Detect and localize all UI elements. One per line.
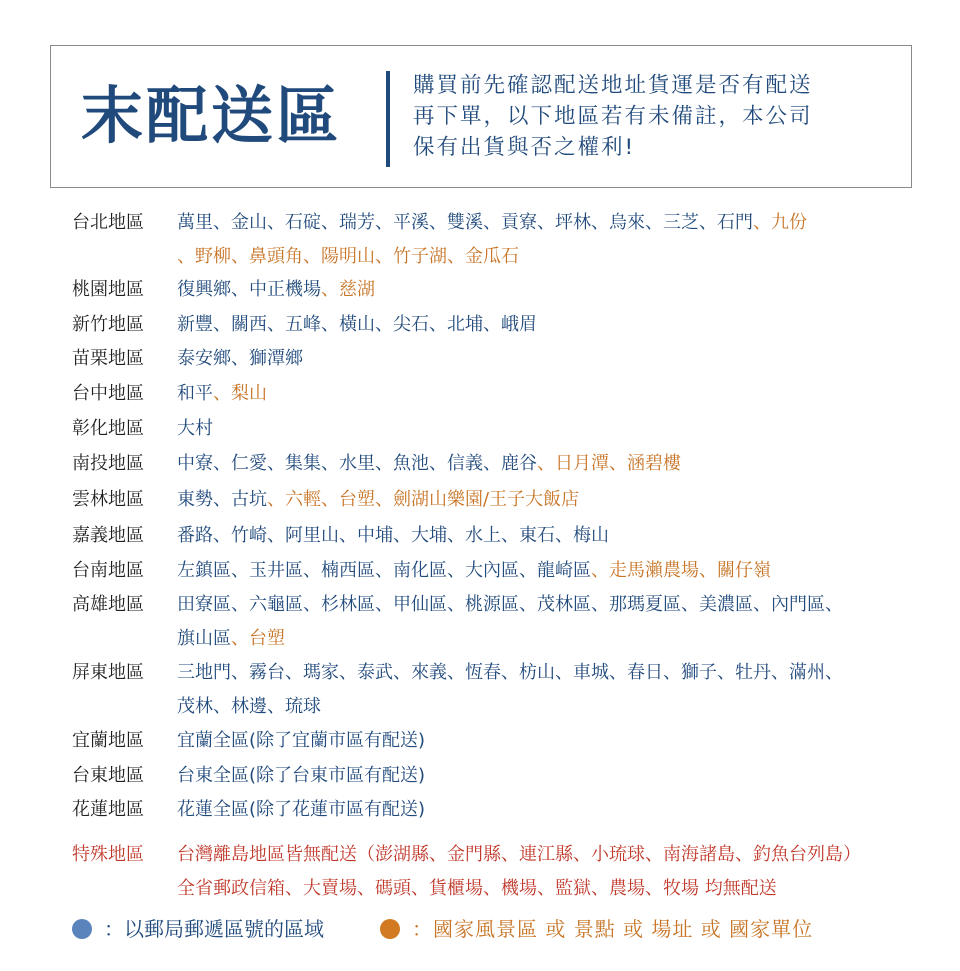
places-blue: 中寮、仁愛、集集、水里、魚池、信義、鹿谷	[177, 453, 537, 474]
region-places	[177, 554, 927, 588]
region-name: 彰化地區	[72, 418, 144, 439]
places-orange: 、野柳、鼻頭角、陽明山、竹子湖、金瓜石	[177, 245, 519, 267]
orange-dot-icon	[380, 919, 400, 939]
places-orange: 、走馬瀨農場、關仔嶺	[591, 560, 771, 581]
region-name: 台北地區	[72, 212, 144, 233]
places-blue: 泰安鄉、獅潭鄉	[177, 348, 303, 369]
region-places	[177, 447, 927, 481]
region-places	[177, 519, 927, 553]
region-places	[177, 724, 927, 758]
region-name: 台南地區	[72, 560, 144, 581]
region-places	[177, 342, 927, 376]
notice-text	[413, 70, 903, 163]
region-places	[177, 273, 927, 307]
places-blue: 花蓮全區(除了花蓮市區有配送)	[177, 799, 426, 820]
page-title: 末配送區	[81, 79, 342, 152]
region-places	[177, 793, 927, 827]
places-blue: 和平	[177, 383, 213, 404]
places-blue: 萬里、金山、石碇、瑞芳、平溪、雙溪、貢寮、坪林、烏來、三芝、石門	[177, 212, 753, 233]
special-line: 台灣離島地區皆無配送（澎湖縣、金門縣、連江縣、小琉球、南海諸島、釣魚台列島）	[177, 844, 861, 865]
places-blue: 三地門、霧台、瑪家、泰武、來義、恆春、枋山、車城、春日、獅子、牡丹、滿州、	[177, 662, 843, 683]
places-orange: 、梨山	[213, 383, 267, 404]
legend	[72, 912, 932, 946]
region-name: 桃園地區	[72, 279, 144, 300]
header-box	[50, 45, 912, 188]
places-blue: 東勢、古坑	[177, 489, 267, 510]
places-blue: 復興鄉、中正機場	[177, 279, 321, 300]
region-name: 雲林地區	[72, 489, 144, 510]
region-places	[177, 656, 927, 723]
region-name: 苗栗地區	[72, 348, 144, 369]
places-orange: 、台塑	[231, 627, 285, 649]
region-places	[177, 412, 927, 446]
places-blue: 左鎮區、玉井區、楠西區、南化區、大內區、龍崎區	[177, 560, 591, 581]
region-name: 台東地區	[72, 765, 144, 786]
notice-line: 購買前先確認配送地址貨運是否有配送	[413, 73, 813, 98]
region-places	[177, 377, 927, 411]
places-blue: 台東全區(除了台東市區有配送)	[177, 765, 426, 786]
region-name: 高雄地區	[72, 594, 144, 615]
places-blue: 旗山區	[177, 627, 231, 649]
region-name: 宜蘭地區	[72, 730, 144, 751]
notice-line: 保有出貨與否之權利!	[413, 135, 636, 160]
region-places	[177, 206, 927, 273]
places-blue: 田寮區、六龜區、杉林區、甲仙區、桃源區、茂林區、那瑪夏區、美濃區、內門區、	[177, 594, 843, 615]
places-orange: 、九份	[753, 212, 807, 233]
region-name: 台中地區	[72, 383, 144, 404]
region-places	[177, 588, 927, 655]
special-line: 全省郵政信箱、大賣場、碼頭、貨櫃場、機場、監獄、農場、牧場 均無配送	[177, 877, 777, 899]
region-places	[177, 483, 927, 517]
region-name: 南投地區	[72, 453, 144, 474]
places-blue: 茂林、林邊、琉球	[177, 695, 321, 717]
legend-orange-label: ：國家風景區 或 景點 或 場址 或 國家單位	[412, 917, 814, 941]
places-blue: 大村	[177, 418, 213, 439]
region-name: 花蓮地區	[72, 799, 144, 820]
legend-blue-label: ：以郵局郵遞區號的區域	[104, 917, 324, 941]
region-name: 屏東地區	[72, 662, 144, 683]
title-divider	[386, 71, 390, 167]
notice-line: 再下單，以下地區若有未備註，本公司	[413, 104, 813, 129]
places-blue: 新豐、關西、五峰、橫山、尖石、北埔、峨眉	[177, 314, 537, 335]
region-places	[177, 308, 927, 342]
places-blue: 宜蘭全區(除了宜蘭市區有配送)	[177, 730, 426, 751]
region-name: 特殊地區	[72, 844, 144, 865]
places-orange: 、六輕、台塑、劍湖山樂園/王子大飯店	[267, 489, 580, 510]
region-places	[177, 759, 927, 793]
region-name: 嘉義地區	[72, 525, 144, 546]
places-orange: 、慈湖	[321, 279, 375, 300]
region-name: 新竹地區	[72, 314, 144, 335]
blue-dot-icon	[72, 919, 92, 939]
region-places	[177, 838, 927, 905]
places-blue: 番路、竹崎、阿里山、中埔、大埔、水上、東石、梅山	[177, 525, 609, 546]
places-orange: 、日月潭、涵碧樓	[537, 453, 681, 474]
